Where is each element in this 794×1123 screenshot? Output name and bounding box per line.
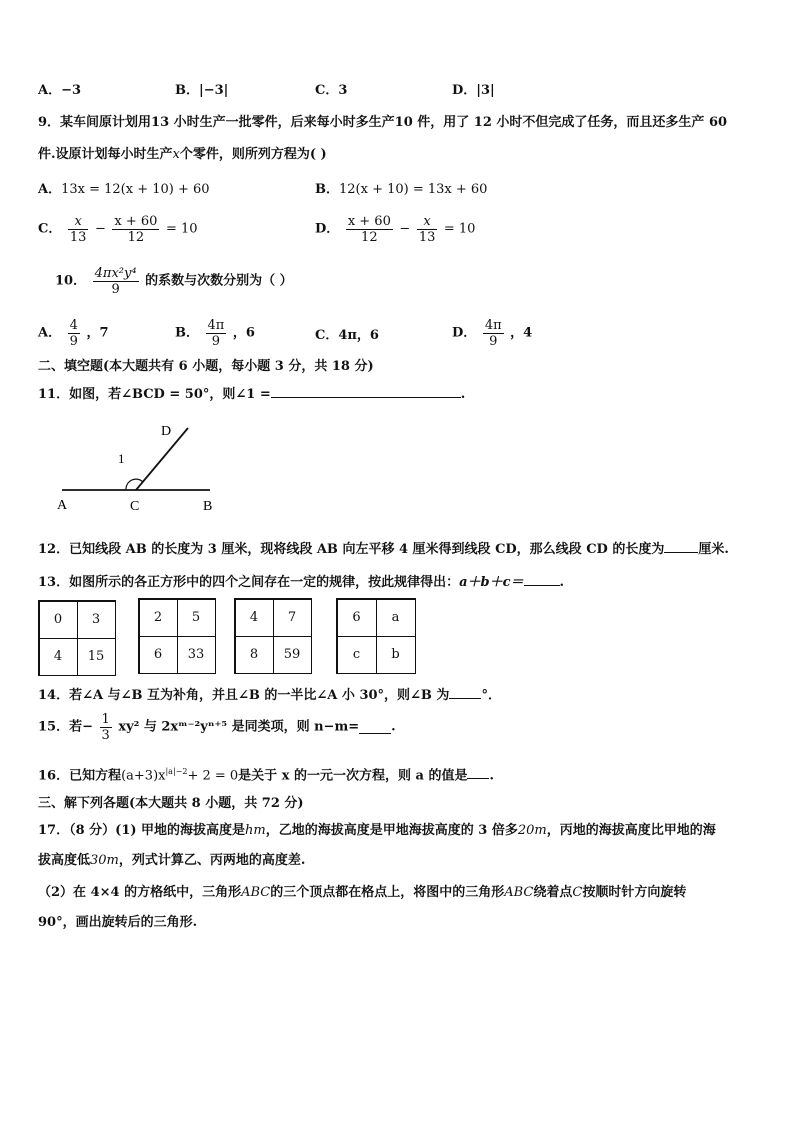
grid-cell: 3 (77, 601, 116, 639)
answer-blank (449, 686, 481, 699)
grid-cell: 0 (39, 601, 78, 639)
answer-blank (524, 573, 560, 586)
answer-blank (664, 540, 698, 553)
q17-line2: 拔高度低30m，列式计算乙、丙两地的高度差. (38, 853, 306, 868)
grid-cell: 4 (235, 599, 274, 637)
q10-stem: 10． $\frac{\text{4πx²y⁴}}{9}$ 的系数与次数分别为（ ） (55, 266, 293, 297)
grid-cell: 33 (177, 636, 216, 674)
q8-option-d: D．|3| (452, 83, 495, 98)
fraction: $\frac{x + 60}{12}$ (114, 214, 158, 245)
q10-option-c: C．4π，6 (315, 328, 379, 343)
label-d: D (161, 424, 172, 439)
q8-option-c: C．3 (315, 83, 348, 98)
q15: 15．若− $\frac{1}{3}$ xy² 与 2xᵐ⁻²yⁿ⁺⁵ 是同类项，则 n−m= . (38, 712, 396, 743)
grid-cell: 15 (77, 638, 116, 676)
q16: 16．已知方程$(a+3)x^{|a|-2}+ 2 = 0$是关于 x 的一元一次方程，则 a 的值是 . (38, 767, 494, 784)
q10-option-b: B． $\frac{4\pi}{9}$ ，6 (175, 318, 255, 349)
answer-blank (467, 766, 489, 779)
grid-cell: c (337, 636, 377, 674)
grid-cell: b (376, 636, 416, 674)
grid-cell: 7 (273, 599, 312, 637)
q10-option-d: D． $\frac{4\pi}{9}$ ，4 (452, 318, 533, 349)
number-grid-3 (234, 598, 312, 674)
q12: 12．已知线段 AB 的长度为 3 厘米，现将线段 AB 向左平移 4 厘米得到线段 CD，那么线段 CD 的长度为 厘米. (38, 542, 729, 557)
q9-line2: 件.设原计划每小时生产x个零件，则所列方程为( ) (38, 147, 327, 162)
q8-option-b: B．|−3| (175, 83, 229, 98)
q10-option-a: A． $\frac{4}{9}$ ，7 (38, 318, 109, 349)
label-a: A (57, 498, 68, 513)
q9-option-a: A．13x = 12(x + 10) + 60 (38, 182, 210, 197)
grid-cell: 5 (177, 599, 216, 637)
q17-line1: 17．（8 分）(1) 甲地的海拔高度是hm，乙地的海拔高度是甲地海拔高度的 3 倍多20m，丙地的海拔高度比甲地的海 (38, 823, 716, 838)
q9-option-c: C． $\frac{x}{13}$ − $\frac{x + 60}{12}$ = 10 (38, 214, 198, 245)
label-b: B (203, 499, 213, 514)
grid-cell: 6 (139, 636, 178, 674)
grid-cell: 59 (273, 636, 312, 674)
q17-line3: （2）在 4×4 的方格纸中，三角形ABC的三个顶点都在格点上，将图中的三角形ABC绕着点C按顺时针方向旋转 (38, 885, 687, 900)
fraction: $\frac{x + 60}{12}$ (347, 214, 391, 245)
fraction: $\frac{4\pi}{9}$ (207, 318, 225, 349)
answer-blank (359, 721, 391, 734)
q14: 14．若∠A 与∠B 互为补角，并且∠B 的一半比∠A 小 30°，则∠B 为 °． (38, 688, 501, 703)
fraction: $\frac{4}{9}$ (69, 318, 78, 349)
q9-option-b: B．12(x + 10) = 13x + 60 (315, 182, 488, 197)
fraction: $\frac{4\pi}{9}$ (484, 318, 502, 349)
answer-blank (271, 385, 461, 398)
q9-line1: 9．某车间原计划用13 小时生产一批零件，后来每小时多生产10 件，用了 12 小时不但完成了任务，而且还多生产 60 (38, 115, 728, 130)
label-c: C (130, 499, 140, 514)
number-grid-4 (336, 598, 416, 674)
fraction: $\frac{x}{13}$ (418, 214, 436, 245)
q17-line4: 90°，画出旋转后的三角形. (38, 915, 198, 930)
grid-cell: 2 (139, 599, 178, 637)
angle-figure (50, 418, 230, 518)
grid-cell: 4 (39, 638, 78, 676)
q9-option-d: D． $\frac{x + 60}{12}$ − $\frac{x}{13}$ = 10 (315, 214, 476, 245)
number-grid-2 (138, 598, 216, 674)
fraction: $\frac{x}{13}$ (69, 214, 87, 245)
q13: 13．如图所示的各正方形中的四个之间存在一定的规律，按此规律得出：a＋b＋c＝ . (38, 575, 565, 590)
q11: 11．如图，若∠BCD = 50°，则∠1 = . (38, 387, 466, 402)
fraction: $\frac{\text{4πx²y⁴}}{9}$ (94, 266, 137, 297)
section-3-heading: 三、解下列各题(本大题共 8 小题，共 72 分) (38, 796, 304, 811)
grid-cell: a (376, 599, 416, 637)
section-2-heading: 二、填空题(本大题共有 6 小题，每小题 3 分，共 18 分) (38, 359, 374, 374)
fraction: $\frac{1}{3}$ (101, 712, 110, 743)
number-grid-1 (38, 600, 116, 676)
grid-cell: 6 (337, 599, 377, 637)
label-angle-1: 1 (118, 451, 125, 466)
q8-option-a: A．−3 (38, 83, 82, 98)
grid-cell: 8 (235, 636, 274, 674)
